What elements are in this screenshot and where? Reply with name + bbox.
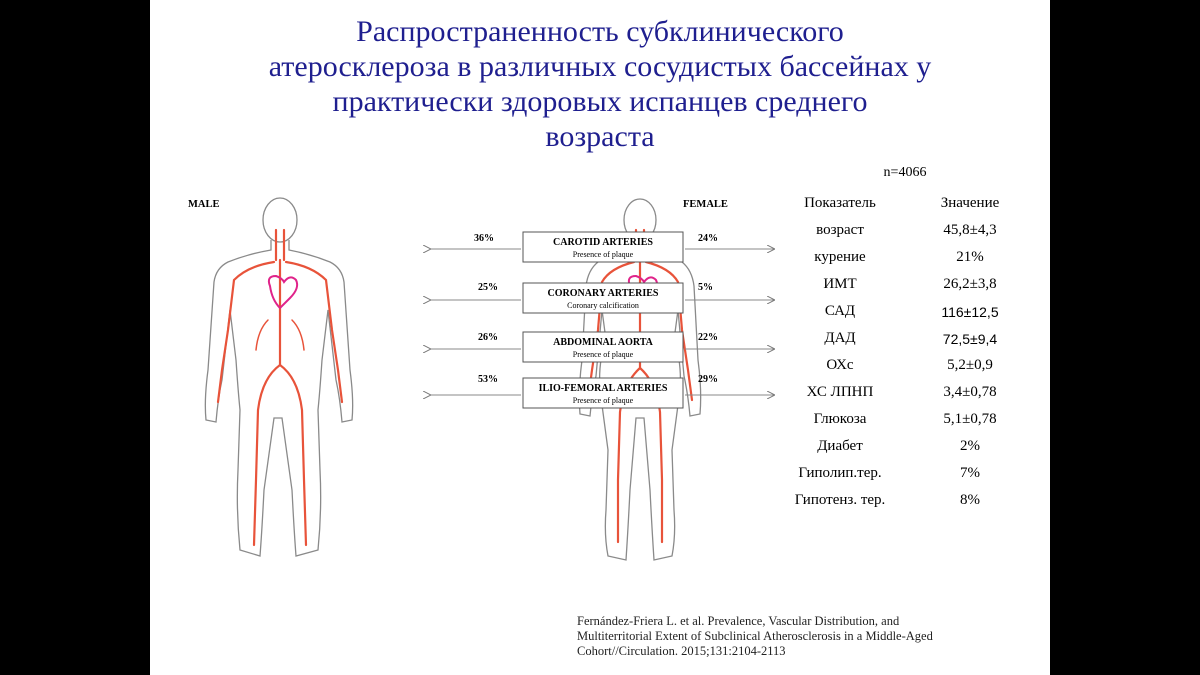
territory-coronary xyxy=(523,283,683,313)
table-row xyxy=(775,460,1035,487)
slide xyxy=(150,0,1050,675)
male-label: MALE xyxy=(188,199,220,210)
female-coronary-pct: 5% xyxy=(698,282,713,293)
citation-line: Cohort//Circulation. 2015;131:2104-2113 xyxy=(577,644,786,658)
territory-sub: Presence of plaque xyxy=(572,396,634,405)
row-value: 21% xyxy=(956,249,984,265)
row-label: ИМТ xyxy=(823,276,857,292)
female-carotid-pct: 24% xyxy=(698,233,718,244)
row-value: 2% xyxy=(960,438,980,454)
territory-title: ABDOMINAL AORTA xyxy=(553,337,653,348)
row-label: ХС ЛПНП xyxy=(806,384,874,400)
territory-sub: Coronary calcification xyxy=(567,301,639,310)
table-row xyxy=(775,379,1035,406)
territory-sub: Presence of plaque xyxy=(572,250,634,259)
title-line: возраста xyxy=(545,120,655,153)
row-value: 3,4±0,78 xyxy=(943,384,997,400)
table-row xyxy=(775,217,1035,244)
row-value: 72,5±9,4 xyxy=(942,330,998,347)
title-line: практически здоровых испанцев среднего xyxy=(332,85,868,118)
row-label: ДАД xyxy=(824,330,856,346)
citation xyxy=(577,614,1017,659)
row-label: курение xyxy=(814,249,866,265)
table-row xyxy=(775,244,1035,271)
baseline-table xyxy=(775,190,1035,514)
column-header: Показатель xyxy=(804,195,876,211)
body-diagram xyxy=(178,190,778,580)
row-label: ОХс xyxy=(826,357,854,373)
row-value: 5,1±0,78 xyxy=(943,411,997,427)
slide-title xyxy=(150,14,1050,154)
title-line: Распространенность субклинического xyxy=(356,15,844,48)
table-row xyxy=(775,487,1035,514)
row-value: 5,2±0,9 xyxy=(947,357,993,373)
table-row xyxy=(775,271,1035,298)
territory-iliofemoral xyxy=(523,378,683,408)
row-label: Диабет xyxy=(817,438,863,454)
column-header: Значение xyxy=(940,195,1000,211)
territory-title: CORONARY ARTERIES xyxy=(547,288,659,299)
row-label: возраст xyxy=(816,222,864,238)
title-line: атеросклероза в различных сосудистых бассейнах у xyxy=(268,50,932,83)
female-label: FEMALE xyxy=(683,199,728,210)
row-value: 7% xyxy=(960,465,980,481)
row-label: Гипотенз. тер. xyxy=(794,492,886,508)
male-abdominal-pct: 26% xyxy=(478,332,498,343)
female-iliofemoral-pct: 29% xyxy=(698,374,718,385)
territory-title: CAROTID ARTERIES xyxy=(553,237,653,248)
row-value: 8% xyxy=(960,492,980,508)
female-abdominal-pct: 22% xyxy=(698,332,718,343)
male-heart xyxy=(269,276,297,308)
territory-carotid xyxy=(523,232,683,262)
territory-abdominal xyxy=(523,332,683,362)
male-silhouette xyxy=(205,198,352,556)
citation-line: Fernández-Friera L. et al. Prevalence, Vascular Distribution, and xyxy=(577,614,900,628)
table-row xyxy=(775,433,1035,460)
male-carotid-pct: 36% xyxy=(474,233,494,244)
male-iliofemoral-pct: 53% xyxy=(478,374,498,385)
territory-title: ILIO-FEMORAL ARTERIES xyxy=(538,383,668,394)
row-label: Гиполип.тер. xyxy=(798,465,882,481)
territory-sub: Presence of plaque xyxy=(572,350,634,359)
table-row xyxy=(775,352,1035,379)
male-coronary-pct: 25% xyxy=(478,282,498,293)
row-value: 26,2±3,8 xyxy=(943,276,997,292)
row-label: Глюкоза xyxy=(813,411,867,427)
row-label: САД xyxy=(824,303,856,319)
citation-line: Multiterritorial Extent of Subclinical Atherosclerosis in a Middle-Aged xyxy=(577,629,933,643)
table-row xyxy=(775,325,1035,352)
row-value: 45,8±4,3 xyxy=(943,222,997,238)
table-header-row xyxy=(775,190,1035,217)
table-row xyxy=(775,406,1035,433)
sample-size-label: n=4066 xyxy=(883,165,927,180)
table-row xyxy=(775,298,1035,325)
row-value: 116±12,5 xyxy=(941,303,999,320)
